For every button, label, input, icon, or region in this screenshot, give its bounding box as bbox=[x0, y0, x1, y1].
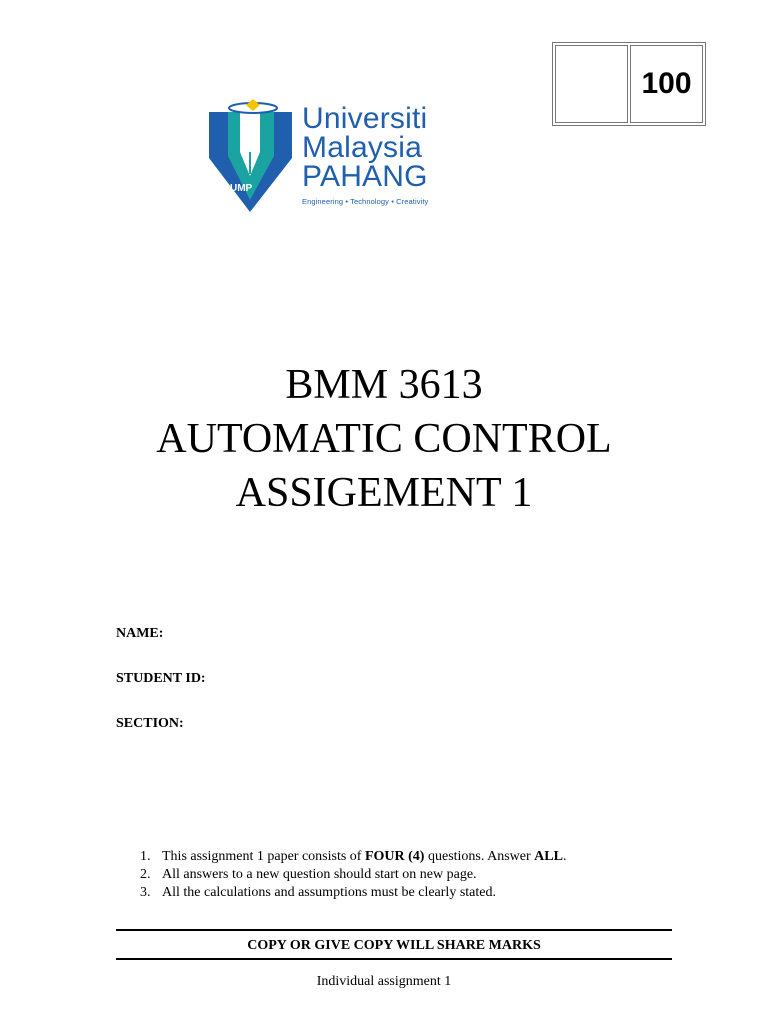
instructions-list bbox=[140, 848, 566, 902]
course-name: AUTOMATIC CONTROL bbox=[156, 416, 612, 462]
course-code: BMM 3613 bbox=[285, 362, 483, 408]
score-box bbox=[552, 42, 706, 126]
logo-badge-text: UMP bbox=[230, 183, 253, 194]
footer-text: Individual assignment 1 bbox=[316, 974, 452, 989]
score-value: 100 bbox=[641, 67, 692, 100]
score-blank-cell bbox=[555, 45, 628, 123]
instruction-item: 1. This assignment 1 paper consists of FOUR (4) questions. Answer ALL. bbox=[140, 849, 567, 864]
score-total-cell bbox=[630, 45, 703, 123]
instruction-item: 3. All the calculations and assumptions must be clearly stated. bbox=[140, 885, 496, 900]
ump-shield-icon bbox=[206, 96, 296, 216]
logo-line-3: PAHANG bbox=[302, 160, 428, 193]
section-label: SECTION: bbox=[116, 716, 184, 731]
logo-line-1: Universiti bbox=[302, 102, 428, 135]
logo-tagline: Engineering • Technology • Creativity bbox=[302, 197, 429, 206]
student-id-label: STUDENT ID: bbox=[116, 671, 206, 686]
instruction-item: 2. All answers to a new question should start on new page. bbox=[140, 867, 477, 882]
assignment-title: ASSIGEMENT 1 bbox=[235, 470, 533, 516]
name-label: NAME: bbox=[116, 626, 164, 641]
logo-wordmark bbox=[302, 104, 428, 206]
warning-text: COPY OR GIVE COPY WILL SHARE MARKS bbox=[247, 938, 541, 953]
university-logo bbox=[206, 96, 456, 216]
document-title bbox=[0, 358, 768, 520]
logo-line-2: Malaysia bbox=[302, 131, 422, 164]
top-divider bbox=[116, 929, 672, 931]
bottom-divider bbox=[116, 958, 672, 960]
